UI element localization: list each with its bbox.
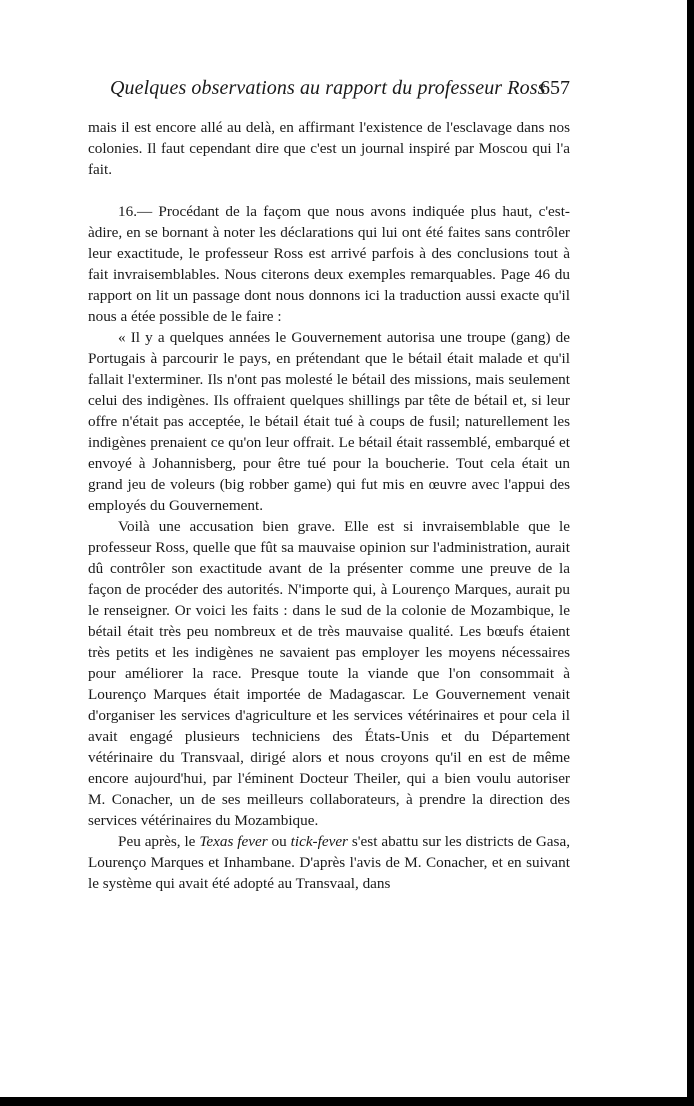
page-frame-bottom-edge — [0, 1097, 694, 1106]
paragraph-section-16: 16.— Procédant de la façom que nous avons indiquée plus haut, c'est-àdire, en se bornant à noter les déclarations qui lui ont été faites sans contrôler leur exactitude, le professeur Ross est arrivé parfois à des conclusions tout à fait invraisemblables. Nous citerons deux exemples remarquables. Page 46 du rapport on lit un passage dont nous donnons ici la traduction aussi exacte qu'il nous a étée possible de le faire : — [88, 203, 570, 325]
paragraph-response: Voilà une accusation bien grave. Elle est si invraisemblable que le professeur Ross, quelle que fût sa mauvaise opinion sur l'administration, aurait dû contrôler son exactitude avant de la présenter comme une preuve de la façon de procéder des autorités. N'importe qui, à Lourenço Marques, aurait pu le renseigner. Or voici les faits : dans le sud de la colonie de Mozambique, le bétail était très peu nombreux et de très mauvaise qualité. Les bœufs étaient très petits et les indigènes ne savaient pas employer les moyens nécessaires pour améliorer la race. Presque toute la viande que l'on consommait à Lourenço Marques était importée de Madagascar. Le Gouvernement venait d'organiser les services d'agriculture et les services vétérinaires et pour cela il avait engagé plusieurs techniciens des États-Unis et du Département vétérinaire du Transvaal, dirigé alors et nous croyons qu'il en est de même encore aujourd'hui, par l'éminent Docteur Theiler, qui a bien voulu autoriser M. Conacher, un de ses meilleurs collaborateurs, à prendre la direction des services vétérinaires du Mozambique. — [88, 518, 570, 829]
paragraph-continuation: mais il est encore allé au delà, en affirmant l'existence de l'esclavage dans nos colonies. Il faut cependant dire que c'est un journal inspiré par Moscou qui l'a fait. — [88, 119, 570, 178]
paragraph-texas-fever-start: Peu après, le — [118, 833, 200, 850]
paragraph-texas-fever-end: s'est abattu sur les districts de Gasa, Lourenço Marques et Inhambane. D'après l'avis de M. Conacher, et en suivant le système qui avait été adopté au Transvaal, dans — [88, 833, 570, 892]
term-texas-fever: Texas fever — [199, 833, 268, 850]
body-text — [88, 117, 570, 894]
running-title: Quelques observations au rapport du professeur Ross — [110, 77, 546, 99]
running-header — [110, 73, 570, 103]
paragraph-texas-fever-conjunction: ou — [267, 833, 291, 850]
page-number: 657 — [540, 77, 570, 99]
paragraph-texas-fever — [88, 831, 570, 894]
paragraph-quotation: « Il y a quelques années le Gouvernement autorisa une troupe (gang) de Portugais à parcourir le pays, en prétendant que le bétail était malade et qu'il fallait l'exterminer. Ils n'ont pas molesté le bétail des missions, mais seulement celui des indigènes. Ils offraient quelques shillings par tête de bétail et, si leur offre n'était pas acceptée, le bétail était tué à coups de fusil; naturellement les indigènes prenaient ce qu'on leur offrait. Le bétail était rassemblé, embarqué et envoyé à Johannisberg, pour être tué pour la boucherie. Tout cela était un grand jeu de voleurs (big robber game) qui fut mis en œuvre avec l'appui des employés du Gouvernement. — [88, 329, 570, 514]
term-tick-fever: tick-fever — [290, 833, 348, 850]
page-frame-right-edge — [687, 0, 694, 1106]
